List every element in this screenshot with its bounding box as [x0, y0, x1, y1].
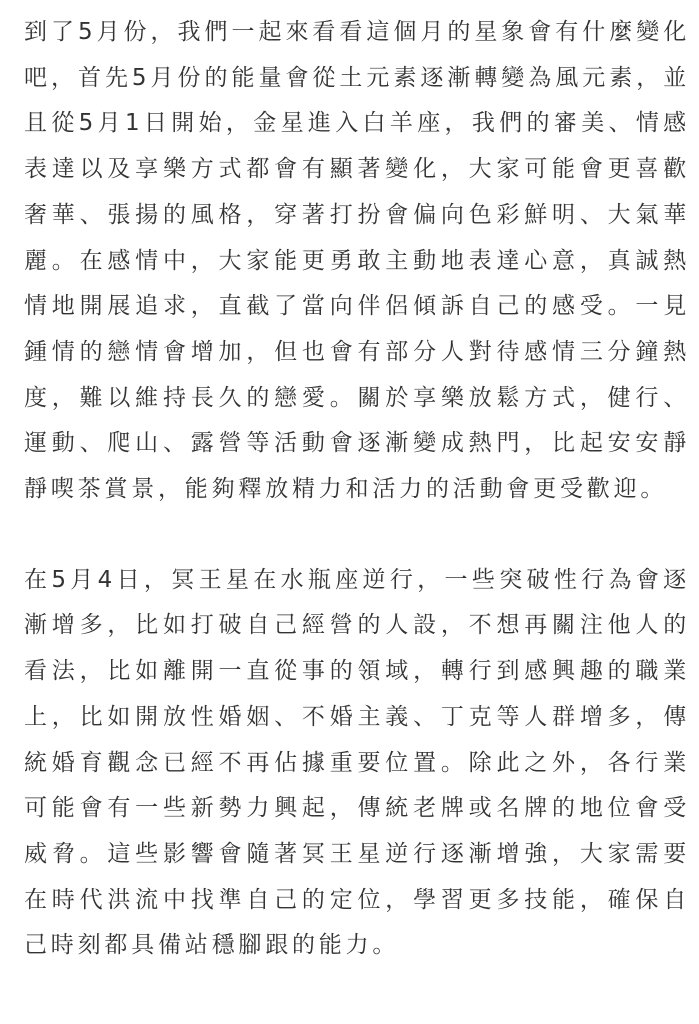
article-body	[24, 10, 690, 969]
paragraph-pluto-retrograde: 在5月4日，冥王星在水瓶座逆行，一些突破性行為會逐漸增多，比如打破自己經營的人設，不想再關注他人的看法，比如離開一直從事的領域，轉行到感興趣的職業上，比如開放性婚姻、不婚主義、丁克等人群增多，傳統婚育觀念已經不再佔據重要位置。除此之外，各行業可能會有一些新勢力興起，傳統老牌或名牌的地位會受威脅。這些影響會隨著冥王星逆行逐漸增強，大家需要在時代洪流中找準自己的定位，學習更多技能，確保自己時刻都具備站穩腳跟的能力。	[24, 566, 690, 959]
paragraph-venus-in-aries: 到了5月份，我們一起來看看這個月的星象會有什麼變化吧，首先5月份的能量會從土元素逐漸轉變為風元素，並且從5月1日開始，金星進入白羊座，我們的審美、情感表達以及享樂方式都會有顯著變化，大家可能會更喜歡奢華、張揚的風格，穿著打扮會偏向色彩鮮明、大氣華麗。在感情中，大家能更勇敢主動地表達心意，真誠熱情地開展追求，直截了當向伴侶傾訴自己的感受。一見鍾情的戀情會增加，但也會有部分人對待感情三分鐘熱度，難以維持長久的戀愛。關於享樂放鬆方式，健行、運動、爬山、露營等活動會逐漸變成熱門，比起安安靜靜喫茶賞景，能夠釋放精力和活力的活動會更受歡迎。	[24, 19, 690, 503]
